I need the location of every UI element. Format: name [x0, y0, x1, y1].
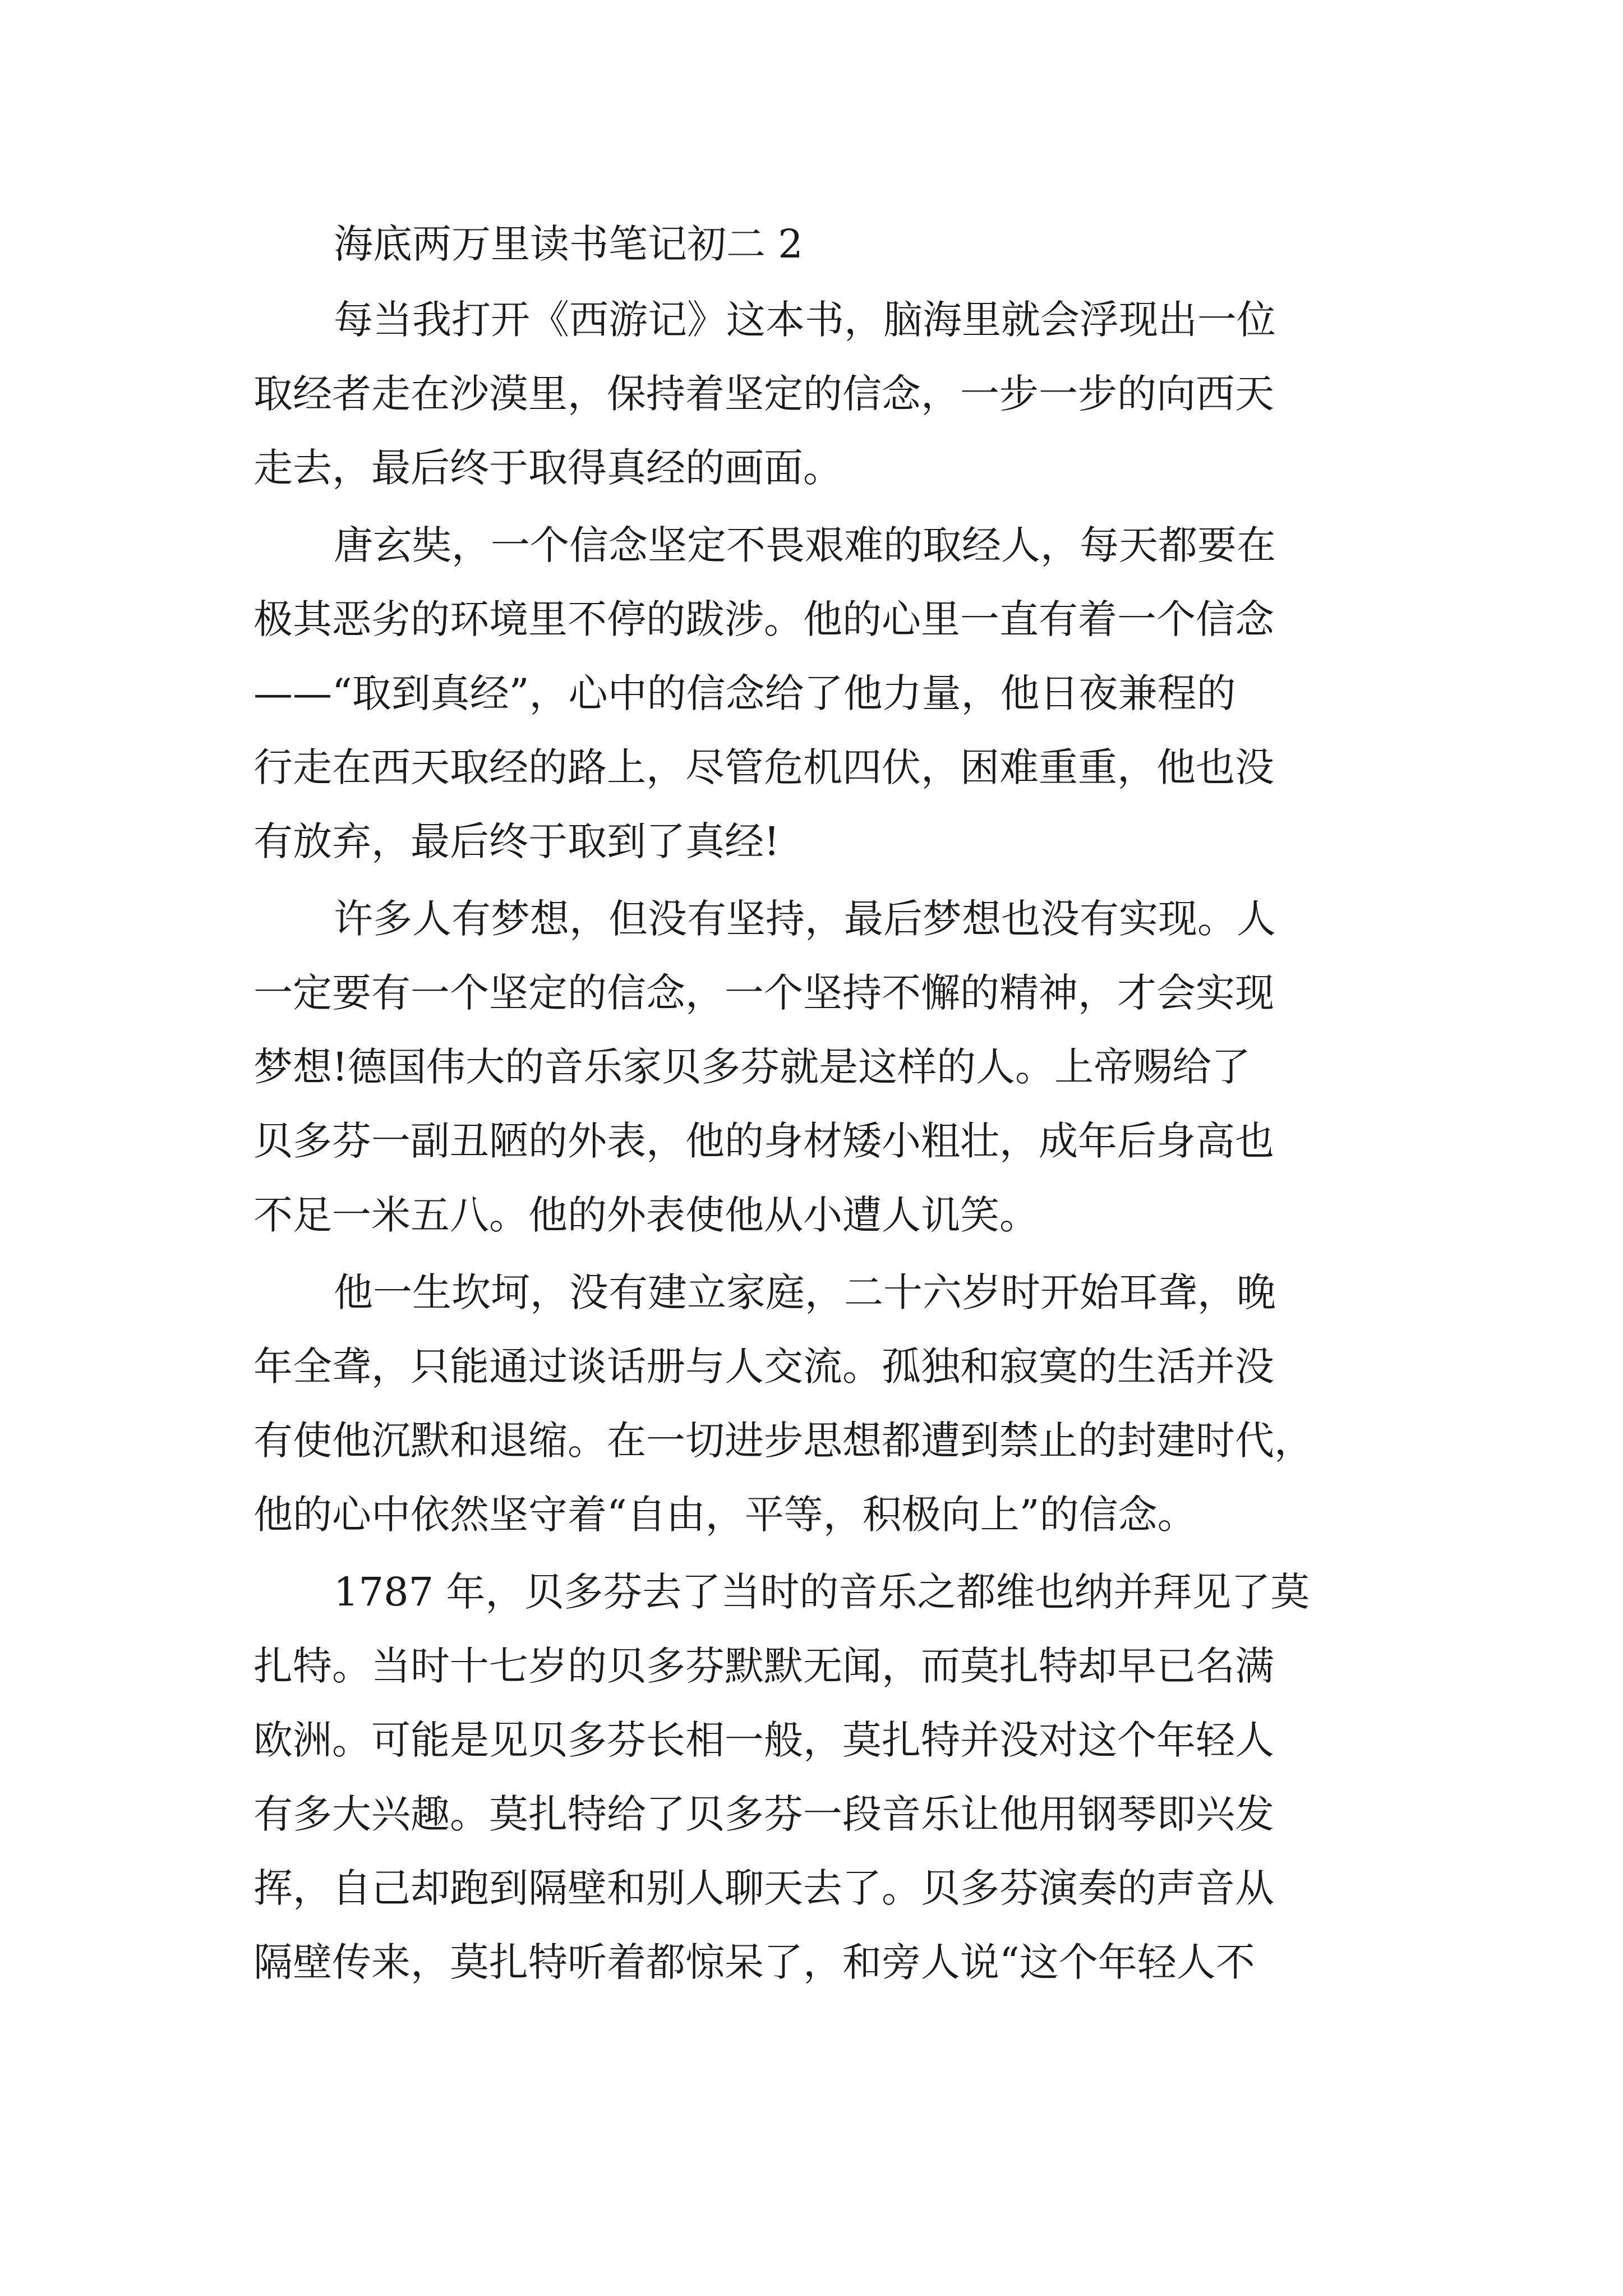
paragraph-line-text: 挥，自己却跑到隔壁和别人聊天去了。贝多芬演奏的声音从: [253, 1865, 1274, 1911]
paragraph-line-text: 他的心中依然坚守着“自由，平等，积极向上”的信念。: [253, 1492, 1197, 1538]
paragraph-line: [0, 1929, 1623, 1996]
paragraph-line: [0, 434, 1623, 501]
paragraph-line-text: 行走在西天取经的路上，尽管危机四伏，困难重重，他也没: [253, 744, 1274, 790]
paragraph-line: [0, 808, 1623, 875]
paragraph-line-text: 隔壁传来，莫扎特听着都惊呆了，和旁人说“这个年轻人不: [253, 1939, 1255, 1985]
paragraph-line: [0, 1632, 1623, 1700]
paragraph-line-text: 一定要有一个坚定的信念，一个坚持不懈的精神，才会实现: [253, 970, 1274, 1016]
paragraph-line: [0, 586, 1623, 653]
paragraph-line-text: 有放弃，最后终于取到了真经!: [253, 818, 780, 864]
paragraph-line-text: 1787 年，贝多芬去了当时的音乐之都维也纳并拜见了莫: [334, 1569, 1310, 1615]
paragraph-line: [0, 734, 1623, 801]
paragraph-line-text: 他一生坎坷，没有建立家庭，二十六岁时开始耳聋，晚: [334, 1269, 1276, 1315]
paragraph-line-text: 取经者走在沙漠里，保持着坚定的信念，一步一步的向西天: [253, 371, 1274, 417]
paragraph-line-text: 走去，最后终于取得真经的画面。: [253, 445, 842, 491]
paragraph-line: [0, 286, 1623, 353]
paragraph-line: [0, 1855, 1623, 1922]
paragraph-line: [0, 1780, 1623, 1848]
paragraph-line-text: 有多大兴趣。莫扎特给了贝多芬一段音乐让他用钢琴即兴发: [253, 1791, 1274, 1837]
paragraph-line: [0, 360, 1623, 427]
paragraph-line-text: ——“取到真经”，心中的信念给了他力量，他日夜兼程的: [253, 670, 1236, 716]
paragraph-line: [0, 1407, 1623, 1474]
paragraph-line-text: 贝多芬一副丑陋的外表，他的身材矮小粗壮，成年后身高也: [253, 1118, 1274, 1164]
paragraph-line-text: 有使他沉默和退缩。在一切进步思想都遭到禁止的封建时代，: [253, 1418, 1313, 1464]
paragraph-line-text: 梦想!德国伟大的音乐家贝多芬就是这样的人。上帝赐给了: [253, 1044, 1251, 1090]
paragraph-line: [0, 660, 1623, 727]
paragraph-line-text: 年全聋，只能通过谈话册与人交流。孤独和寂寞的生活并没: [253, 1343, 1274, 1389]
paragraph-line: [0, 1181, 1623, 1249]
paragraph-line-text: 不足一米五八。他的外表使他从小遭人讥笑。: [253, 1192, 1039, 1238]
paragraph-line-text: 扎特。当时十七岁的贝多芬默默无闻，而莫扎特却早已名满: [253, 1643, 1274, 1689]
paragraph-line-text: 欧洲。可能是见贝多芬长相一般，莫扎特并没对这个年轻人: [253, 1717, 1274, 1763]
paragraph-line: [0, 1706, 1623, 1774]
paragraph-line: [0, 1107, 1623, 1175]
paragraph-line: [0, 1033, 1623, 1101]
paragraph-line-text: 许多人有梦想，但没有坚持，最后梦想也没有实现。人: [334, 896, 1276, 942]
paragraph-line: [0, 1481, 1623, 1548]
paragraph-line-text: 每当我打开《西游记》这本书，脑海里就会浮现出一位: [334, 297, 1276, 343]
paragraph-line: [0, 959, 1623, 1027]
document-title: [0, 210, 1623, 278]
paragraph-line-text: 极其恶劣的环境里不停的跋涉。他的心里一直有着一个信念: [253, 596, 1274, 642]
paragraph-line: [0, 1259, 1623, 1326]
paragraph-line: [0, 1333, 1623, 1400]
paragraph-line: [0, 512, 1623, 579]
paragraph-line-text: 唐玄奘，一个信念坚定不畏艰难的取经人，每天都要在: [334, 522, 1276, 568]
paragraph-line: [0, 1558, 1623, 1626]
paragraph-line: [0, 885, 1623, 953]
document-title-text: 海底两万里读书笔记初二 2: [334, 221, 803, 267]
